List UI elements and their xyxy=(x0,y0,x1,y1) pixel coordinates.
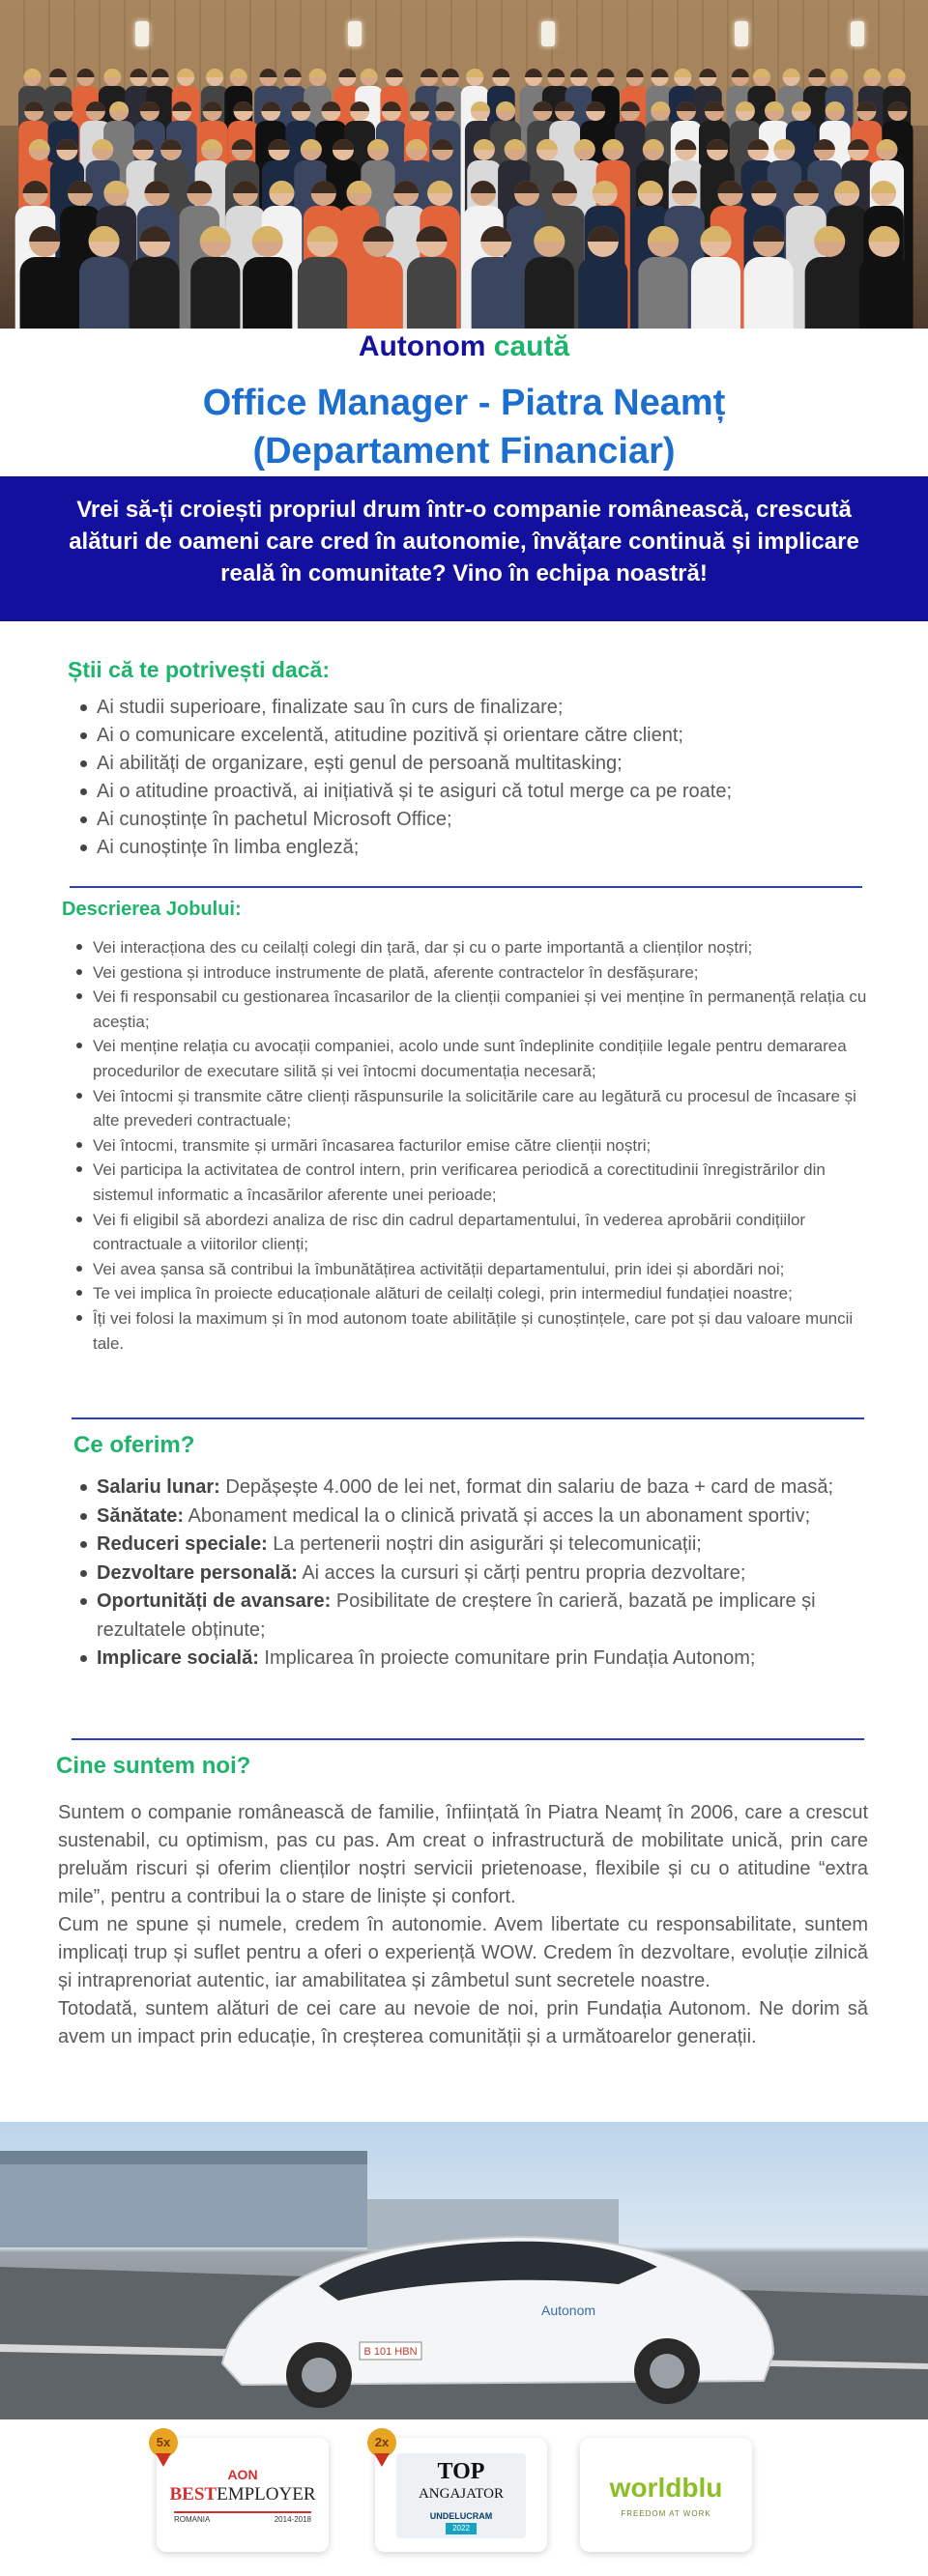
team-photo xyxy=(0,0,928,329)
benefit-text: Implicarea în proiecte comunitare prin Fundația Autonom; xyxy=(258,1647,756,1669)
person-hair xyxy=(732,69,749,77)
list-item: Ai cunoștințe în pachetul Microsoft Office; xyxy=(73,806,866,834)
badge-rule xyxy=(174,2511,311,2513)
badge-best-employer xyxy=(156,2435,329,2552)
person-body xyxy=(79,257,129,329)
list-item xyxy=(73,1531,856,1560)
benefit-label: Sănătate: xyxy=(97,1504,185,1527)
list-item: Ai o comunicare excelentă, atitudine pozitivă și orientare către client; xyxy=(73,722,866,750)
person-hair xyxy=(753,69,770,77)
license-plate: B 101 HBN xyxy=(363,2346,418,2358)
person-hair xyxy=(260,69,277,77)
benefit-label: Dezvoltare personală: xyxy=(97,1561,298,1584)
person-body xyxy=(744,257,794,329)
person-hair xyxy=(23,69,41,77)
person-body xyxy=(525,257,574,329)
aon-logo: AON xyxy=(227,2467,258,2482)
list-item xyxy=(73,1474,856,1503)
badge-word-employer: EMPLOYER xyxy=(217,2484,316,2504)
person-hair xyxy=(547,69,565,77)
best-employer-text xyxy=(157,2484,329,2505)
about-paragraph: Suntem o companie românească de familie, înființată în Piatra Neamț în 2006, care a crescut sustenabil, cu optimism, pas cu pas. Am creat o infrastructură de mobilitate unică, prin care preluăm riscuri și oferim clienților noștri servicii prietenoase, flexibile și cu o atitudine “extra mile”, pentru a contribui la o stare de liniște și confort. xyxy=(58,1802,868,1907)
offer-list xyxy=(73,1474,856,1674)
person-hair xyxy=(338,69,356,77)
list-item xyxy=(73,1560,856,1589)
list-item: Te vei implica în proiecte educaționale alături de ceilalți colegi, prin intermediul fundației noastre; xyxy=(70,1281,872,1306)
person-hair xyxy=(652,69,669,77)
list-item: Îți vei folosi la maximum și în mod autonom toate abilitățile și cunoștințele, care pot și dau valoare muncii tale. xyxy=(70,1306,872,1356)
intro-text: Vrei să-ți croiești propriul drum într-o companie românească, crescută alături de oameni care cred în autonomie, învățare continuă și implicare reală în comunitate? Vino în echipa noastră! xyxy=(69,497,859,587)
person-hair xyxy=(626,69,644,77)
person-hair xyxy=(525,69,542,77)
list-item: Vei întocmi și transmite către clienți răspunsurile la solicitările care au legătură cu procesul de încasare și alte prevederi contractuale; xyxy=(70,1084,872,1133)
person-hair xyxy=(284,69,302,77)
list-item: Ai abilități de organizare, ești genul de persoană multitasking; xyxy=(73,750,866,778)
badge-year: 2022 xyxy=(446,2523,477,2534)
section-divider xyxy=(72,1738,864,1740)
badge-years: 2014-2018 xyxy=(274,2515,311,2524)
section-divider xyxy=(70,886,862,888)
benefit-text: Depășește 4.000 de lei net, format din salariu de baza + card de masă; xyxy=(219,1476,834,1498)
person-hair xyxy=(152,69,169,77)
person-hair xyxy=(783,69,800,77)
list-item: Ai studii superioare, finalizate sau în curs de finalizare; xyxy=(73,694,866,722)
person-body xyxy=(298,257,347,329)
list-item xyxy=(73,1588,856,1645)
person-body xyxy=(859,257,909,329)
list-item: Vei fi responsabil cu gestionarea încasarilor de la clienții companiei și vei menține în permanență relația cu aceștia; xyxy=(70,985,872,1034)
top-text: TOP xyxy=(437,2459,485,2484)
crowd-of-people xyxy=(0,39,928,329)
offer-heading: Ce oferim? xyxy=(73,1432,195,1458)
intro-banner xyxy=(0,476,928,621)
person-hair xyxy=(492,69,509,77)
person-hair xyxy=(674,69,691,77)
worldblu-tagline: FREEDOM AT WORK xyxy=(621,2509,711,2518)
about-heading: Cine suntem noi? xyxy=(56,1753,251,1779)
about-text xyxy=(58,1799,868,2051)
brand-heading xyxy=(0,330,928,363)
badge-country: ROMANIA xyxy=(174,2515,211,2524)
worldblu-logo: worldblu xyxy=(609,2473,723,2503)
person-body xyxy=(243,257,292,329)
description-list xyxy=(70,935,872,1356)
car-scene xyxy=(0,2122,928,2419)
badge-word-best: BEST xyxy=(169,2484,218,2504)
benefit-label: Reduceri speciale: xyxy=(97,1533,268,1555)
person-body xyxy=(130,257,179,329)
building-facade xyxy=(0,2151,367,2247)
person-hair xyxy=(103,69,121,77)
person-hair xyxy=(570,69,588,77)
person-hair xyxy=(49,69,67,77)
benefit-label: Salariu lunar: xyxy=(97,1476,220,1498)
list-item: Vei gestiona și introduce instrumente de plată, aferente contractelor în desfășurare; xyxy=(70,960,872,986)
list-item: Vei întocmi, transmite și urmări încasarea facturilor emise către clienții noștri; xyxy=(70,1133,872,1159)
person-body xyxy=(190,257,240,329)
person-hair xyxy=(206,69,223,77)
fit-list xyxy=(73,694,866,862)
job-title xyxy=(0,379,928,475)
undelucram-logo: UNDELUCRAM xyxy=(429,2511,493,2521)
list-item: Vei participa la activitatea de control intern, prin verificarea periodică a corectitudinii înregistrărilor din sistemul informatic a încasărilor aferente unei perioade; xyxy=(70,1158,872,1207)
car-photo xyxy=(0,2122,928,2419)
angajator-text: ANGAJATOR xyxy=(418,2486,505,2502)
list-item: Vei menține relația cu avocații companiei, acolo unde sunt îndeplinite condițiile legale pentru demararea procedurilor de executare silită și vei întocmi documentația necesară; xyxy=(70,1034,872,1083)
about-paragraph: Totodată, suntem alături de cei care au nevoie de noi, prin Fundația Autonom. Ne dorim să avem un impact prin educație, în creșterea comunității și a următoarelor generații. xyxy=(58,1998,868,2047)
badge-top-angajator xyxy=(374,2435,547,2552)
award-ribbon-icon: 2x xyxy=(367,2428,396,2457)
benefit-text: La pertenerii noștri din asigurări și telecomunicații; xyxy=(267,1533,702,1555)
person-body xyxy=(354,257,403,329)
brand-verb: caută xyxy=(493,330,570,362)
person-hair xyxy=(361,69,378,77)
person-hair xyxy=(596,69,614,77)
fit-heading: Știi că te potrivești dacă: xyxy=(68,657,330,682)
section-divider xyxy=(72,1417,864,1419)
list-item: Vei avea șansa să contribui la îmbunătățirea activității departamentului, prin idei și abordări noi; xyxy=(70,1257,872,1282)
benefit-text: Posibilitate de creștere în carieră, bazată pe implicare și rezultatele obținute; xyxy=(97,1590,816,1641)
person-hair xyxy=(699,69,716,77)
person-hair xyxy=(830,69,848,77)
car-logo-text: Autonom xyxy=(541,2303,596,2318)
list-item xyxy=(73,1645,856,1674)
person-hair xyxy=(130,69,147,77)
list-item: Vei fi eligibil să abordezi analiza de risc din cadrul departamentului, în vederea aprobării condițiilor contractuale a viitorilor clienți; xyxy=(70,1208,872,1257)
job-title-line1: Office Manager - Piatra Neamț xyxy=(202,383,726,423)
person-body xyxy=(805,257,855,329)
person-body xyxy=(20,257,70,329)
person-hair xyxy=(420,69,438,77)
benefit-text: Ai acces la cursuri și cărți pentru propria dezvoltare; xyxy=(297,1561,746,1584)
list-item: Ai o atitudine proactivă, ai inițiativă și te asiguri că totul merge ca pe roate; xyxy=(73,778,866,806)
list-item: Ai cunoștințe în limba engleză; xyxy=(73,834,866,862)
person-hair xyxy=(230,69,247,77)
person-hair xyxy=(77,69,95,77)
person-body xyxy=(691,257,740,329)
person-hair xyxy=(309,69,327,77)
benefit-text: Abonament medical la o clinică privată și acces la un abonament sportiv; xyxy=(184,1504,811,1527)
description-heading: Descrierea Jobului: xyxy=(62,899,242,920)
person-body xyxy=(638,257,687,329)
about-paragraph: Cum ne spune și numele, credem în autonomie. Avem libertate cu responsabilitate, suntem implicați trup și suflet pentru a oferi o experiență WOW. Credem în dezvoltare, evoluție zilnică și intraprenoriat autentic, iar amabilitatea și zâmbetul sunt secretele noastre. xyxy=(58,1914,868,1991)
benefit-label: Implicare socială: xyxy=(97,1647,259,1669)
person-hair xyxy=(863,69,881,77)
person-hair xyxy=(888,69,906,77)
person-body xyxy=(472,257,521,329)
person-hair xyxy=(386,69,403,77)
person-hair xyxy=(808,69,826,77)
person-body xyxy=(578,257,627,329)
person-hair xyxy=(466,69,483,77)
person-body xyxy=(407,257,456,329)
person-hair xyxy=(442,69,459,77)
list-item xyxy=(73,1503,856,1531)
job-title-line2: (Departament Financiar) xyxy=(252,431,676,472)
benefit-label: Oportunități de avansare: xyxy=(97,1590,332,1612)
person-hair xyxy=(177,69,194,77)
car-icon xyxy=(222,2237,773,2408)
award-ribbon-icon: 5x xyxy=(149,2428,178,2457)
list-item: Vei interacționa des cu ceilalți colegi din țară, dar și cu o parte importantă a clienților noștri; xyxy=(70,935,872,960)
badge-footer xyxy=(174,2515,311,2524)
brand-name: Autonom xyxy=(358,330,486,362)
badge-worldblu xyxy=(580,2438,752,2552)
